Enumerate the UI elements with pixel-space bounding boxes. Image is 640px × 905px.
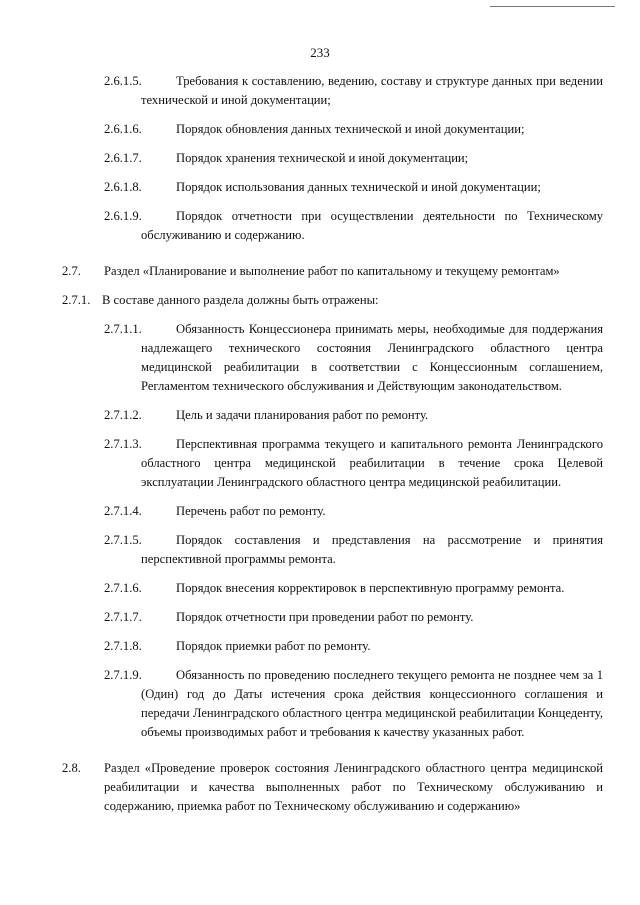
clause-number: 2.7.1.8. xyxy=(104,639,142,653)
clause-text: Порядок обновления данных технической и иной документации; xyxy=(176,122,525,136)
clause-2-7-1-6 xyxy=(0,579,640,598)
clause-number: 2.6.1.9. xyxy=(104,209,142,223)
clause-text: Перспективная программа текущего и капитального ремонта Ленинградского областного центра медицинской реабилитации в течение срока Целевой эксплуатации Ленинградского областного центра медицинской реабилитации. xyxy=(141,437,603,489)
clause-2-6-1-9 xyxy=(0,207,640,245)
clause-number: 2.7.1.5. xyxy=(104,533,142,547)
clause-text: Порядок хранения технической и иной документации; xyxy=(176,151,469,165)
clause-text: Требования к составлению, ведению, составу и структуре данных при ведении технической и иной документации; xyxy=(141,74,603,107)
clause-number: 2.7.1.9. xyxy=(104,668,142,682)
section-number: 2.8. xyxy=(62,761,81,775)
clause-number: 2.7.1.1. xyxy=(104,322,142,336)
clause-2-7-1-3 xyxy=(0,435,640,492)
clause-number: 2.6.1.7. xyxy=(104,151,142,165)
clause-number: 2.6.1.8. xyxy=(104,180,142,194)
clause-number: 2.7.1.7. xyxy=(104,610,142,624)
clause-2-6-1-6 xyxy=(0,120,640,139)
clause-2-7-1-1 xyxy=(0,320,640,396)
clause-2-7-1-7 xyxy=(0,608,640,627)
clause-text: Порядок внесения корректировок в перспективную программу ремонта. xyxy=(176,581,565,595)
clause-text: В составе данного раздела должны быть отражены: xyxy=(102,293,379,307)
section-2-7 xyxy=(0,262,640,281)
clause-2-6-1-7 xyxy=(0,149,640,168)
clause-2-6-1-8 xyxy=(0,178,640,197)
clause-text: Порядок отчетности при проведении работ по ремонту. xyxy=(176,610,474,624)
clause-2-7-1-4 xyxy=(0,502,640,521)
clause-2-7-1-2 xyxy=(0,406,640,425)
clause-text: Порядок использования данных технической и иной документации; xyxy=(176,180,541,194)
clause-text: Перечень работ по ремонту. xyxy=(176,504,326,518)
section-2-8 xyxy=(0,759,640,816)
clause-number: 2.7.1.2. xyxy=(104,408,142,422)
clause-2-7-1-9 xyxy=(0,666,640,742)
clause-number: 2.7.1.4. xyxy=(104,504,142,518)
clause-text: Порядок отчетности при осуществлении деятельности по Техническому обслуживанию и содержанию. xyxy=(141,209,603,242)
clause-text: Обязанность по проведению последнего текущего ремонта не позднее чем за 1 (Один) год до Даты истечения срока действия концессионного соглашения и передачи Ленинградского областного центра медицинской реабилитации Концеденту, объемы производимых работ и требования к качеству указанных работ. xyxy=(141,668,603,739)
section-number: 2.7. xyxy=(62,264,81,278)
top-rule xyxy=(490,6,615,7)
clause-2-7-1-8 xyxy=(0,637,640,656)
clause-number: 2.6.1.6. xyxy=(104,122,142,136)
clause-number: 2.7.1.6. xyxy=(104,581,142,595)
clause-2-7-1-5 xyxy=(0,531,640,569)
clause-text: Порядок приемки работ по ремонту. xyxy=(176,639,371,653)
clause-2-7-1 xyxy=(0,291,640,310)
clause-number: 2.6.1.5. xyxy=(104,74,142,88)
clause-number: 2.7.1.3. xyxy=(104,437,142,451)
page-number: 233 xyxy=(310,45,330,60)
clause-text: Цель и задачи планирования работ по ремонту. xyxy=(176,408,429,422)
clause-text: Порядок составления и представления на рассмотрение и принятия перспективной программы ремонта. xyxy=(141,533,603,566)
clause-text: Обязанность Концессионера принимать меры, необходимые для поддержания надлежащего технического состояния Ленинградского областного центра медицинской реабилитации в соответствии с Концессионным соглашением, Регламентом технического обслуживания и Действующим законодательством. xyxy=(141,322,603,393)
section-title: Раздел «Проведение проверок состояния Ленинградского областного центра медицинской реабилитации и качества выполненных работ по Техническому обслуживанию и содержанию, приемка работ по Техническому обслуживанию и содержанию» xyxy=(104,761,603,813)
clause-number: 2.7.1. xyxy=(62,293,91,307)
document-body xyxy=(0,72,640,826)
clause-2-6-1-5 xyxy=(0,72,640,110)
section-title: Раздел «Планирование и выполнение работ по капитальному и текущему ремонтам» xyxy=(104,264,560,278)
